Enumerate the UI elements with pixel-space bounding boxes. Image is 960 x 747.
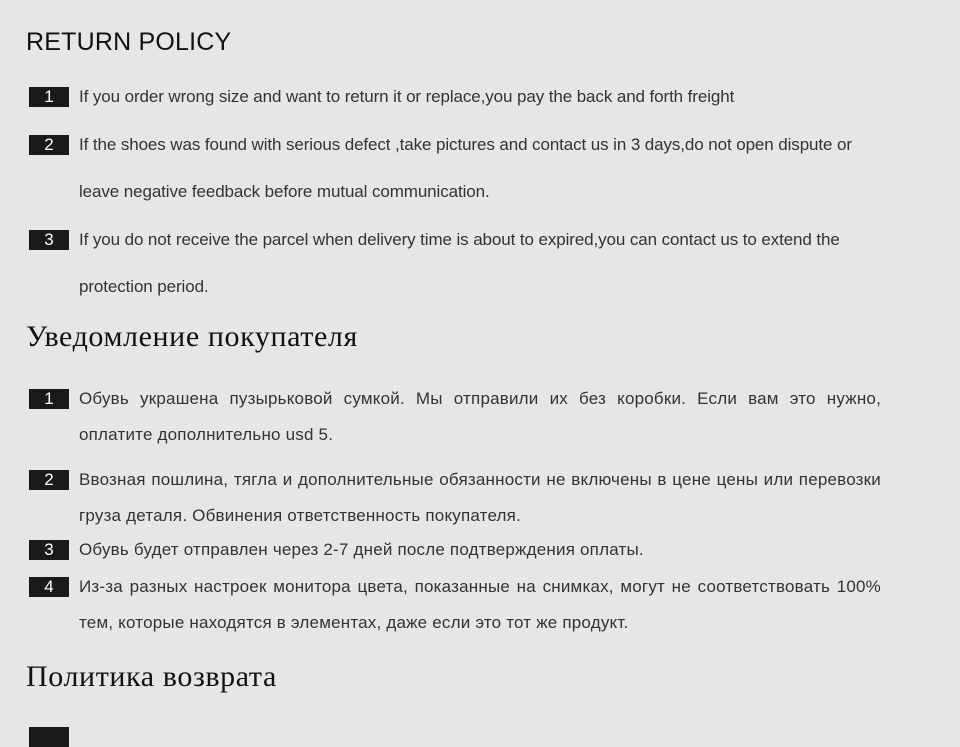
item-number-badge: 1 — [29, 389, 69, 409]
return-policy-heading: RETURN POLICY — [26, 28, 232, 56]
item-number-badge: 2 — [29, 470, 69, 490]
notice-item-text: Обувь украшена пузырьковой сумкой. Мы отправили их без коробки. Если вам это нужно, оплатите дополнительно usd 5. — [79, 389, 881, 444]
notice-item-text: Ввозная пошлина, тягла и дополнительные обязанности не включены в цене цены или перевозки груза деталя. Обвинения ответственность покупателя. — [79, 470, 881, 525]
buyer-notice-heading: Уведомление покупателя — [26, 320, 358, 353]
item-number-badge — [29, 727, 69, 747]
item-number-badge: 4 — [29, 577, 69, 597]
policy-item-text: If the shoes was found with serious defect ,take pictures and contact us in 3 days,do not open dispute or leave negative feedback before mutual communication. — [79, 135, 852, 201]
item-number-badge: 1 — [29, 87, 69, 107]
item-number-badge: 3 — [29, 230, 69, 250]
item-number-badge: 3 — [29, 540, 69, 560]
notice-item-text: Обувь будет отправлен через 2-7 дней после подтверждения оплаты. — [79, 540, 644, 559]
policy-item-text: If you order wrong size and want to return it or replace,you pay the back and forth freight — [79, 87, 735, 106]
return-policy-ru-heading: Политика возврата — [26, 660, 277, 693]
item-number-badge: 2 — [29, 135, 69, 155]
policy-item-text: If you do not receive the parcel when delivery time is about to expired,you can contact us to extend the protection period. — [79, 230, 840, 296]
notice-item-text: Из-за разных настроек монитора цвета, показанные на снимках, могут не соответствовать 100% тем, которые находятся в элементах, даже если это тот же продукт. — [79, 577, 881, 632]
